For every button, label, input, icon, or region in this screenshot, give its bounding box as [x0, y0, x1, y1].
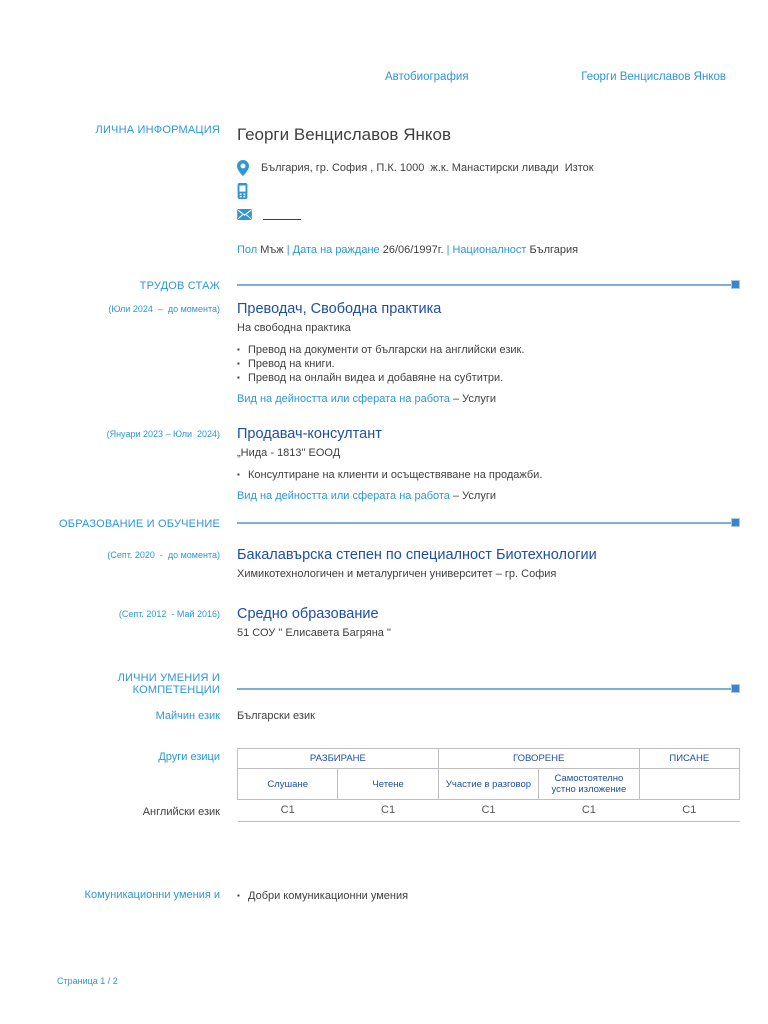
sub-header-production: Самостоятелно устно изложение [539, 769, 639, 800]
other-languages-row [0, 748, 740, 822]
address-row [0, 160, 740, 176]
personal-section-label: ЛИЧНА ИНФОРМАЦИЯ [95, 124, 220, 136]
table-row [238, 800, 740, 822]
birth-date-label: Дата на раждане [292, 244, 380, 256]
level-cell: C1 [438, 800, 538, 822]
education-section-label: ОБРАЗОВАНИЕ И ОБУЧЕНИЕ [59, 518, 220, 530]
work-section-header [0, 280, 740, 292]
communication-skills-label: Комуникационни умения и [84, 889, 220, 901]
section-rule [237, 280, 740, 289]
section-rule [237, 684, 740, 693]
person-name: Георги Венциславов Янков [237, 125, 451, 144]
work-entry [0, 425, 740, 502]
mobile-phone-icon [237, 183, 261, 199]
nationality-label: Националност [452, 244, 527, 256]
education-section-header [0, 518, 740, 530]
mother-tongue-label: Майчин език [155, 710, 220, 722]
other-languages-label: Други езици [158, 751, 220, 763]
language-row-label: Английски език [142, 806, 220, 818]
address-text: България, гр. София , П.К. 1000 ж.к. Манастирски ливади Изток [261, 162, 594, 174]
header-owner-name: Георги Венциславов Янков [581, 71, 726, 83]
work-entry-employer: „Нида - 1813" ЕООД [237, 447, 341, 459]
level-cell: C1 [639, 800, 739, 822]
language-levels-table [237, 748, 740, 822]
bullet-item: ▪ Добри комуникационни умения [237, 889, 740, 903]
work-entry-dates: (Януари 2023 – Юли 2024) [106, 429, 220, 439]
phone-row [0, 183, 740, 199]
personal-info-row [0, 124, 740, 146]
sub-header-listening: Слушане [238, 769, 338, 800]
work-entry-bullets [237, 343, 740, 385]
location-pin-icon [237, 160, 261, 176]
work-entry-employer: На свободна практика [237, 322, 351, 334]
bullet-item: ▪ Превод на книги. [237, 357, 740, 371]
communication-skills-bullets [237, 889, 740, 903]
sub-header-interaction: Участие в разговор [438, 769, 538, 800]
sub-header-writing-empty [639, 769, 739, 800]
education-entry [0, 546, 740, 580]
sub-header-reading: Четене [338, 769, 438, 800]
birth-date-value: 26/06/1997г. [382, 244, 444, 256]
work-entry [0, 300, 740, 405]
sector-value: – Услуги [452, 393, 496, 405]
sector-label: Вид на дейността или сферата на работа [237, 393, 450, 405]
education-entry [0, 605, 740, 639]
separator: | [446, 244, 450, 256]
gender-value: Мъж [260, 244, 284, 256]
sector-label: Вид на дейността или сферата на работа [237, 490, 450, 502]
education-entry-dates: (Септ. 2012 - Май 2016) [118, 609, 220, 619]
work-section-label: ТРУДОВ СТАЖ [139, 280, 220, 292]
nationality-value: България [529, 244, 579, 256]
mother-tongue-value: Български език [237, 710, 315, 722]
group-header-writing: ПИСАНЕ [639, 749, 739, 769]
work-entry-title: Продавач-консултант [237, 426, 382, 442]
education-entry-organization: 51 СОУ " Елисавета Багряна " [237, 627, 391, 639]
header-doc-type: Автобиография [385, 71, 469, 83]
education-entry-title: Средно образование [237, 606, 379, 622]
education-entry-title: Бакалавърска степен по специалност Биотехнологии [237, 547, 597, 563]
table-group-header-row [238, 749, 740, 769]
page-footer: Страница 1 / 2 [57, 976, 118, 986]
group-header-understanding: РАЗБИРАНЕ [238, 749, 439, 769]
skills-section-header [0, 672, 740, 696]
skills-section-label: ЛИЧНИ УМЕНИЯ И КОМПЕТЕНЦИИ [117, 672, 220, 696]
bullet-item: ▪ Консултиране на клиенти и осъществяване на продажби. [237, 468, 740, 482]
section-rule [237, 518, 740, 527]
envelope-icon [237, 209, 261, 220]
work-entry-bullets [237, 468, 740, 482]
sector-value: – Услуги [452, 490, 496, 502]
work-entry-dates: (Юли 2024 – до момента) [108, 304, 220, 314]
education-entry-organization: Химикотехнологичен и металургичен университет – гр. София [237, 568, 557, 580]
communication-skills-row [0, 889, 740, 903]
separator: | [286, 244, 290, 256]
gender-birth-nationality-row [0, 244, 740, 256]
level-cell: C1 [238, 800, 338, 822]
mother-tongue-row [0, 710, 740, 722]
education-entry-dates: (Септ. 2020 - до момента) [107, 550, 220, 560]
bullet-item: ▪ Превод на документи от български на английски език. [237, 343, 740, 357]
level-cell: C1 [338, 800, 438, 822]
gender-label: Пол [237, 244, 258, 256]
email-redacted-line [263, 208, 301, 220]
bullet-item: ▪ Превод на онлайн видеа и добавяне на субтитри. [237, 371, 740, 385]
table-sub-header-row [238, 769, 740, 800]
group-header-speaking: ГОВОРЕНЕ [438, 749, 639, 769]
work-entry-title: Преводач, Свободна практика [237, 301, 442, 317]
level-cell: C1 [539, 800, 639, 822]
document-header [0, 71, 768, 87]
email-row [0, 208, 740, 220]
